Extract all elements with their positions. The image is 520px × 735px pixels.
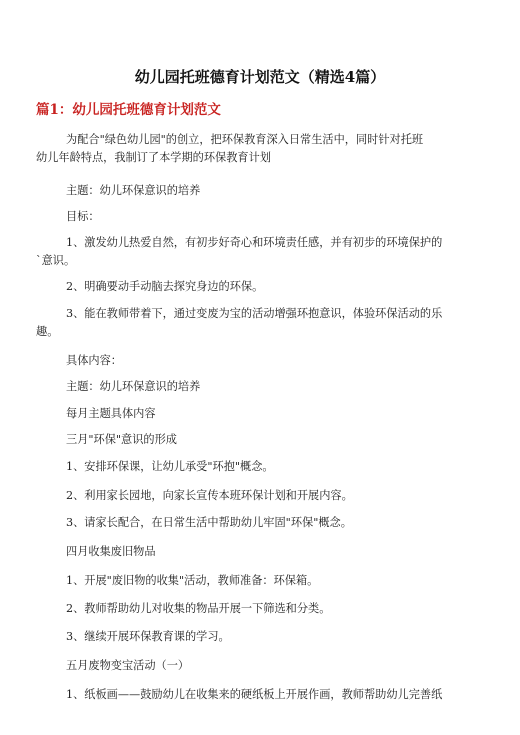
paragraph-line: 3、请家长配合，在日常生活中帮助幼儿牢固"环保"概念。 [66, 516, 352, 529]
paragraph-line: 2、明确要动手动脑去探究身边的环保。 [66, 280, 264, 293]
section-heading: 篇1：幼儿园托班德育计划范文 [36, 102, 221, 118]
paragraph-line: 1、开展"废旧物的收集"活动，教师准备：环保箱。 [66, 574, 319, 587]
paragraph-line: 2、利用家长园地，向家长宣传本班环保计划和开展内容。 [66, 489, 353, 502]
paragraph-line: 幼儿年龄特点，我制订了本学期的环保教育计划 [36, 151, 271, 164]
paragraph-line: 四月收集废旧物品 [66, 545, 156, 558]
paragraph-line: 2、教师帮助幼儿对收集的物品开展一下筛选和分类。 [66, 602, 331, 615]
paragraph-line: 主题：幼儿环保意识的培养 [66, 380, 201, 393]
paragraph-line: 1、激发幼儿热爱自然，有初步好奇心和环境责任感，并有初步的环境保护的 [66, 236, 443, 249]
paragraph-line: 五月废物变宝活动（一） [66, 659, 190, 672]
paragraph-line: 每月主题具体内容 [66, 407, 156, 420]
paragraph-line: 1、纸板画——鼓励幼儿在收集来的硬纸板上开展作画，教师帮助幼儿完善纸 [66, 688, 443, 701]
paragraph-line: 趣。 [36, 325, 59, 338]
paragraph-line: 目标： [66, 210, 100, 223]
paragraph-line: 3、继续开展环保教育课的学习。 [66, 630, 230, 643]
paragraph-line: 具体内容： [66, 354, 122, 367]
paragraph-line: `意识。 [36, 254, 76, 267]
document-title: 幼儿园托班德育计划范文（精选4篇） [134, 68, 386, 86]
paragraph-line: 主题：幼儿环保意识的培养 [66, 184, 201, 197]
paragraph-line: 三月"环保"意识的形成 [66, 433, 177, 446]
paragraph-line: 为配合"绿色幼儿园"的创立，把环保教育深入日常生活中，同时针对托班 [66, 133, 424, 146]
paragraph-line: 3、能在教师带着下，通过变废为宝的活动增强环抱意识，体验环保活动的乐 [66, 307, 443, 320]
paragraph-line: 1、安排环保课，让幼儿承受"环抱"概念。 [66, 460, 274, 473]
